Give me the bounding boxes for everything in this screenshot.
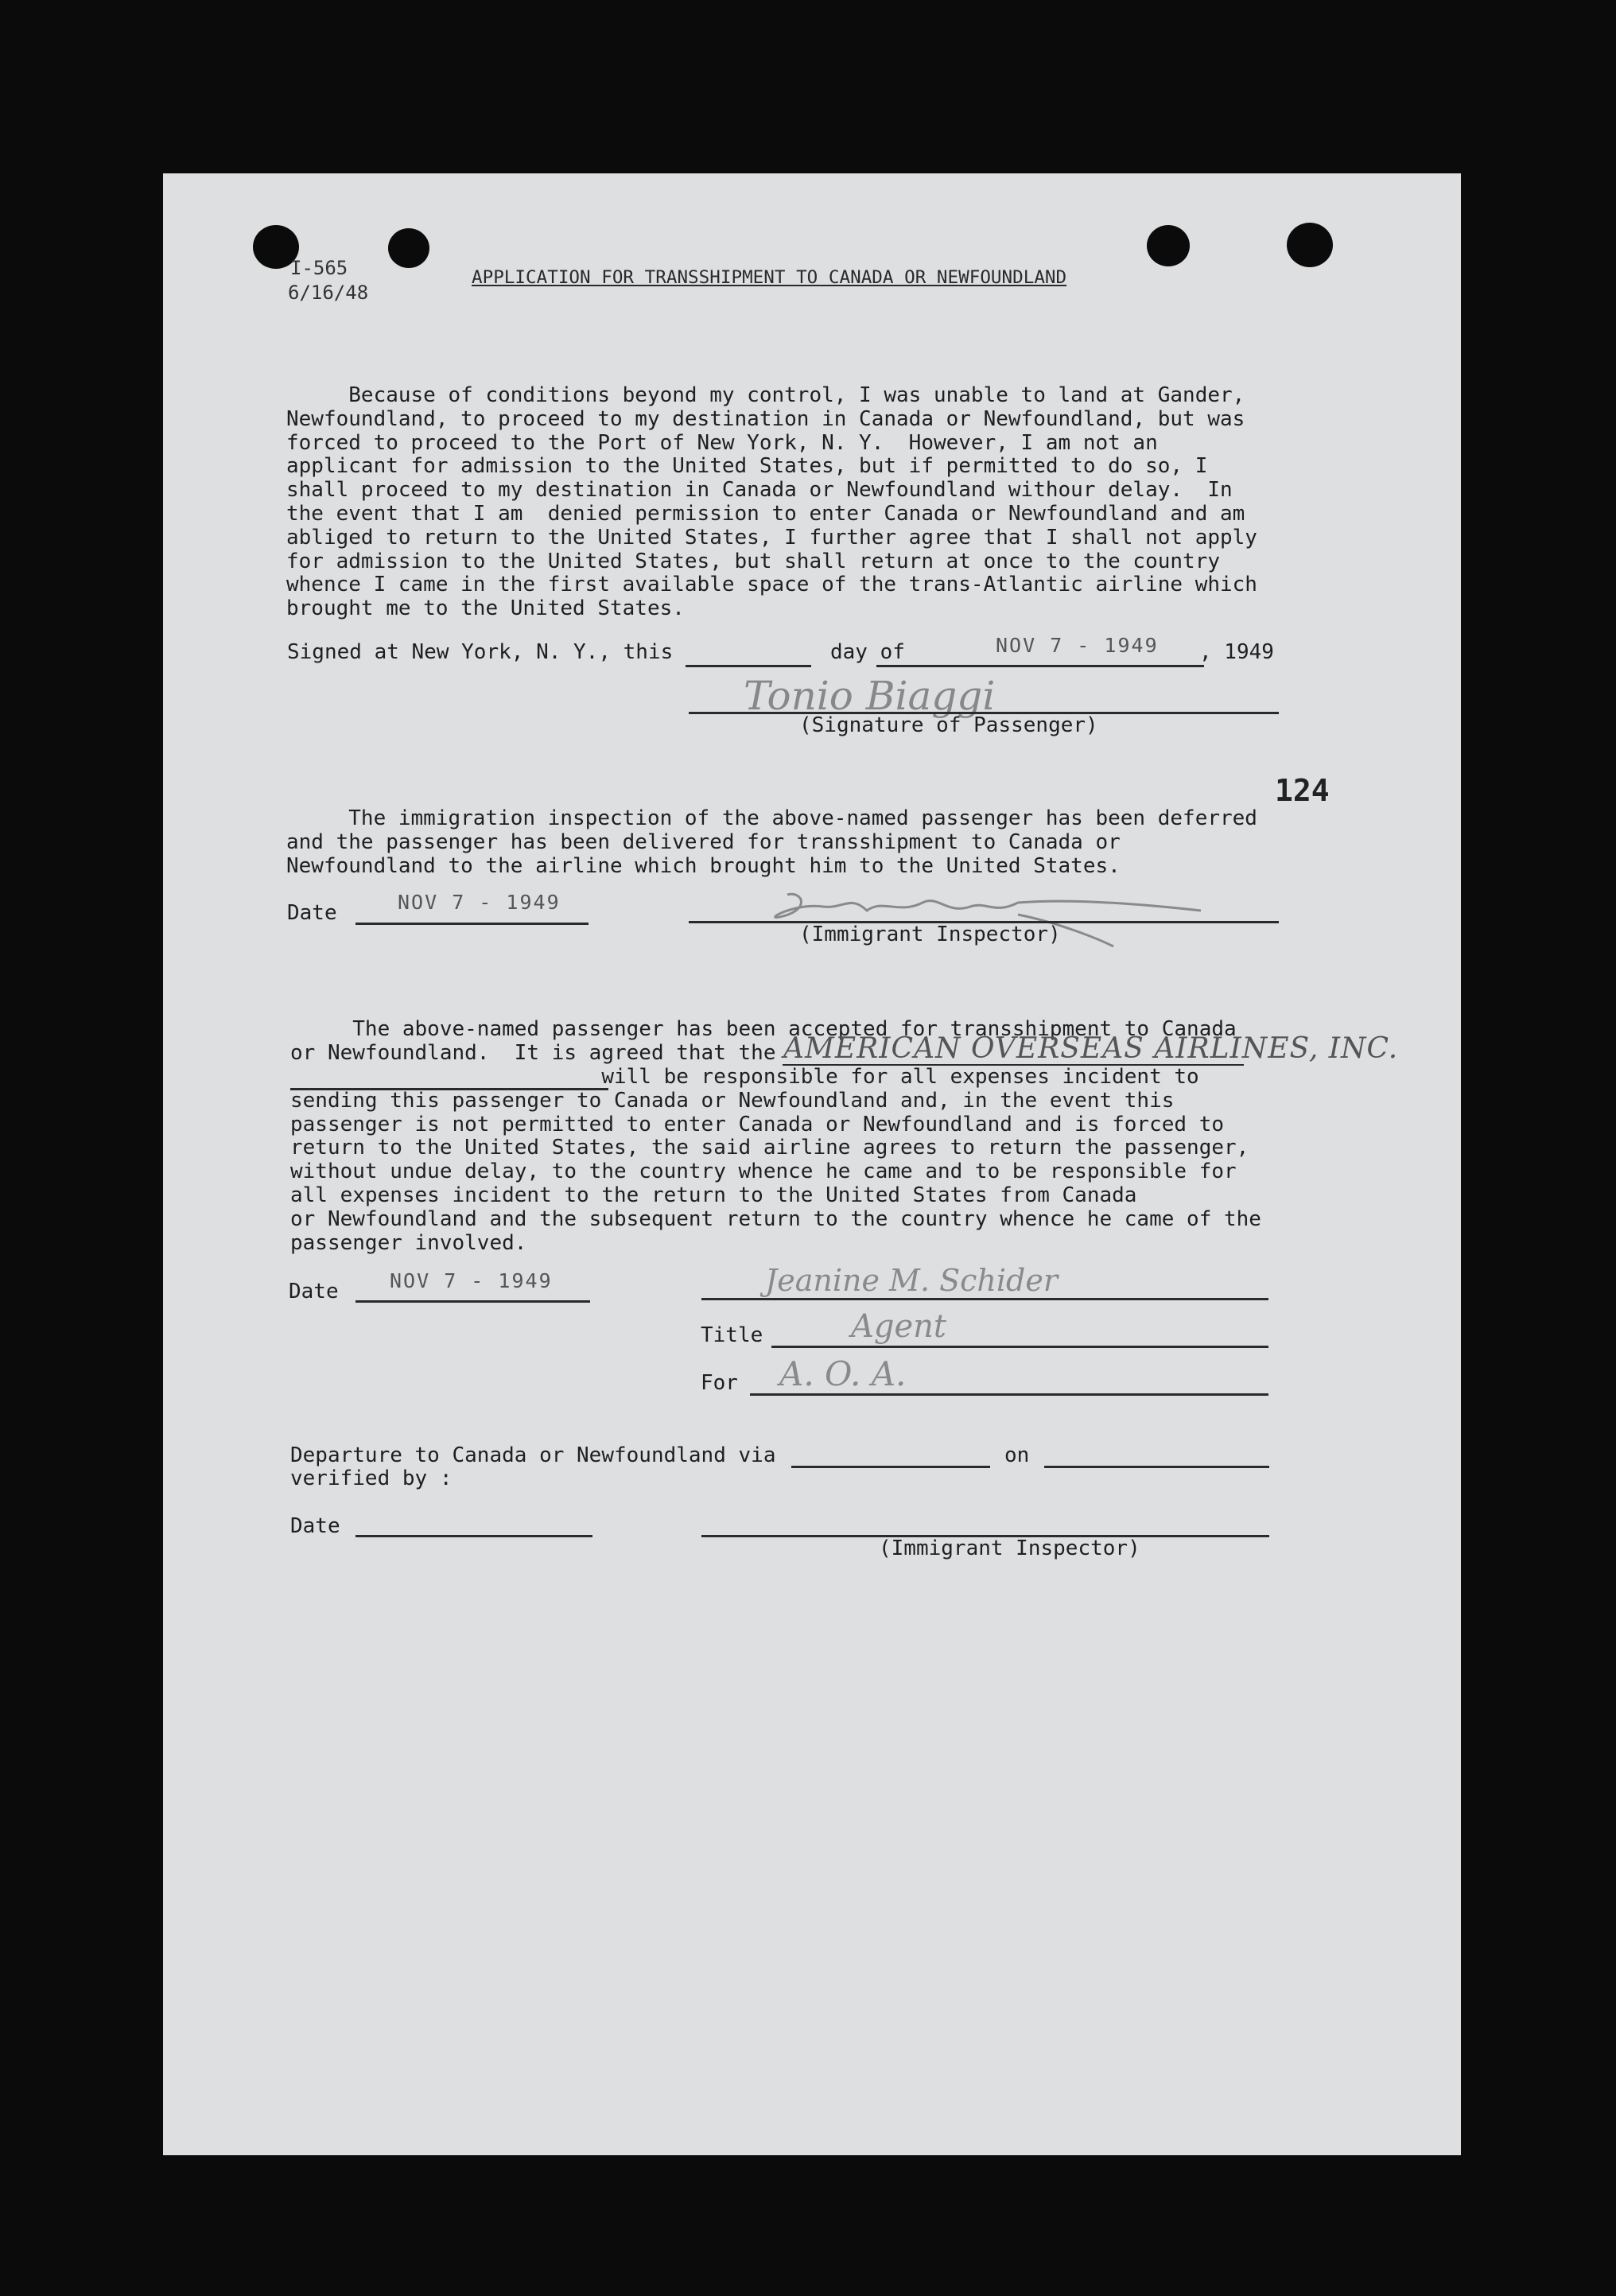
verified-by-label: verified by :	[290, 1467, 453, 1490]
punch-hole-right-1	[1147, 225, 1190, 266]
inspection-date-label: Date	[287, 901, 337, 925]
form-date	[288, 258, 368, 305]
airline-statement-part1: The above-named passenger has been accepted for transshipment to Canada or Newfoundland. It is agreed that the	[290, 1017, 1237, 1065]
airline-statement-part2: will be responsible for all expenses incident to sending this passenger to Canada or Newfoundland and, in the event this passenger is not permitted to enter Canada or Newfoundland and is forced to return to the United States, the said airline agrees to return the passenger, without undue delay, to the country whence he came and to be responsible for all expenses incident to the return to the United States from Canada or Newfoundland and the subsequent return to the country whence he came of the passenger involved.	[290, 1065, 1261, 1255]
passenger-signature: Tonio Biaggi	[744, 673, 996, 719]
agent-signature: Jeanine M. Schider	[765, 1263, 1059, 1298]
signed-at-label: Signed at New York, N. Y., this	[287, 640, 674, 664]
airline-name: AMERICAN OVERSEAS AIRLINES, INC.	[783, 1032, 1399, 1065]
punch-hole-left-2	[388, 228, 429, 268]
for-line	[750, 1393, 1268, 1396]
departure-label: Departure to Canada or Newfoundland via	[290, 1443, 776, 1467]
passenger-signature-caption: (Signature of Passenger)	[799, 713, 1098, 737]
title-line	[771, 1346, 1268, 1348]
day-blank	[686, 665, 811, 667]
inspection-statement: The immigration inspection of the above-named passenger has been deferred and the passenger has been delivered for transshipment to Canada or Newfoundland to the airline which brought him to the United States.	[286, 806, 1257, 878]
departure-on-line	[1044, 1466, 1269, 1468]
day-of-label: day of	[830, 640, 905, 664]
inspector-signature-caption: (Immigrant Inspector)	[799, 923, 1061, 946]
year-label: , 1949	[1199, 640, 1274, 664]
form-number-line1: I-565	[290, 257, 348, 279]
airline-date-stamp: NOV 7 - 1949	[390, 1269, 553, 1292]
agent-signature-line	[701, 1298, 1268, 1300]
for-value: A. O. A.	[779, 1354, 907, 1393]
title-label: Title	[701, 1323, 763, 1347]
airline-date-line	[355, 1300, 590, 1303]
title-value: Agent	[851, 1308, 946, 1345]
form-number-line2: 6/16/48	[288, 281, 369, 304]
airline-date-label: Date	[289, 1280, 339, 1303]
inspection-date-stamp: NOV 7 - 1949	[398, 891, 561, 914]
passenger-statement: Because of conditions beyond my control, I was unable to land at Gander, Newfoundland, to proceed to my destination in Canada or Newfoundland, but was forced to proceed to the Port of New York, N. Y. However, I am not an applicant for admission to the United States, but if permitted to do so, I shall proceed to my destination in Canada or Newfoundland withour delay. In the event that I am denied permission to enter Canada or Newfoundland and am abliged to return to the United States, I further agree that I shall not apply for admission to the United States, but shall return at once to the country whence I came in the first available space of the trans-Atlantic airline which brought me to the United States.	[286, 383, 1257, 621]
punch-hole-right-2	[1287, 223, 1333, 267]
departure-date-line	[355, 1535, 592, 1537]
departure-date-label: Date	[290, 1514, 340, 1538]
departure-inspector-caption: (Immigrant Inspector)	[879, 1536, 1140, 1560]
departure-on-label: on	[1004, 1443, 1030, 1467]
inspection-date-line	[355, 923, 589, 925]
departure-via-line	[791, 1466, 990, 1468]
date-stamp: NOV 7 - 1949	[996, 634, 1159, 657]
for-label: For	[701, 1371, 738, 1395]
date-blank	[876, 665, 1204, 667]
page-number: 124	[1275, 773, 1330, 808]
form-title: APPLICATION FOR TRANSSHIPMENT TO CANADA OR NEWFOUNDLAND	[472, 267, 1067, 288]
